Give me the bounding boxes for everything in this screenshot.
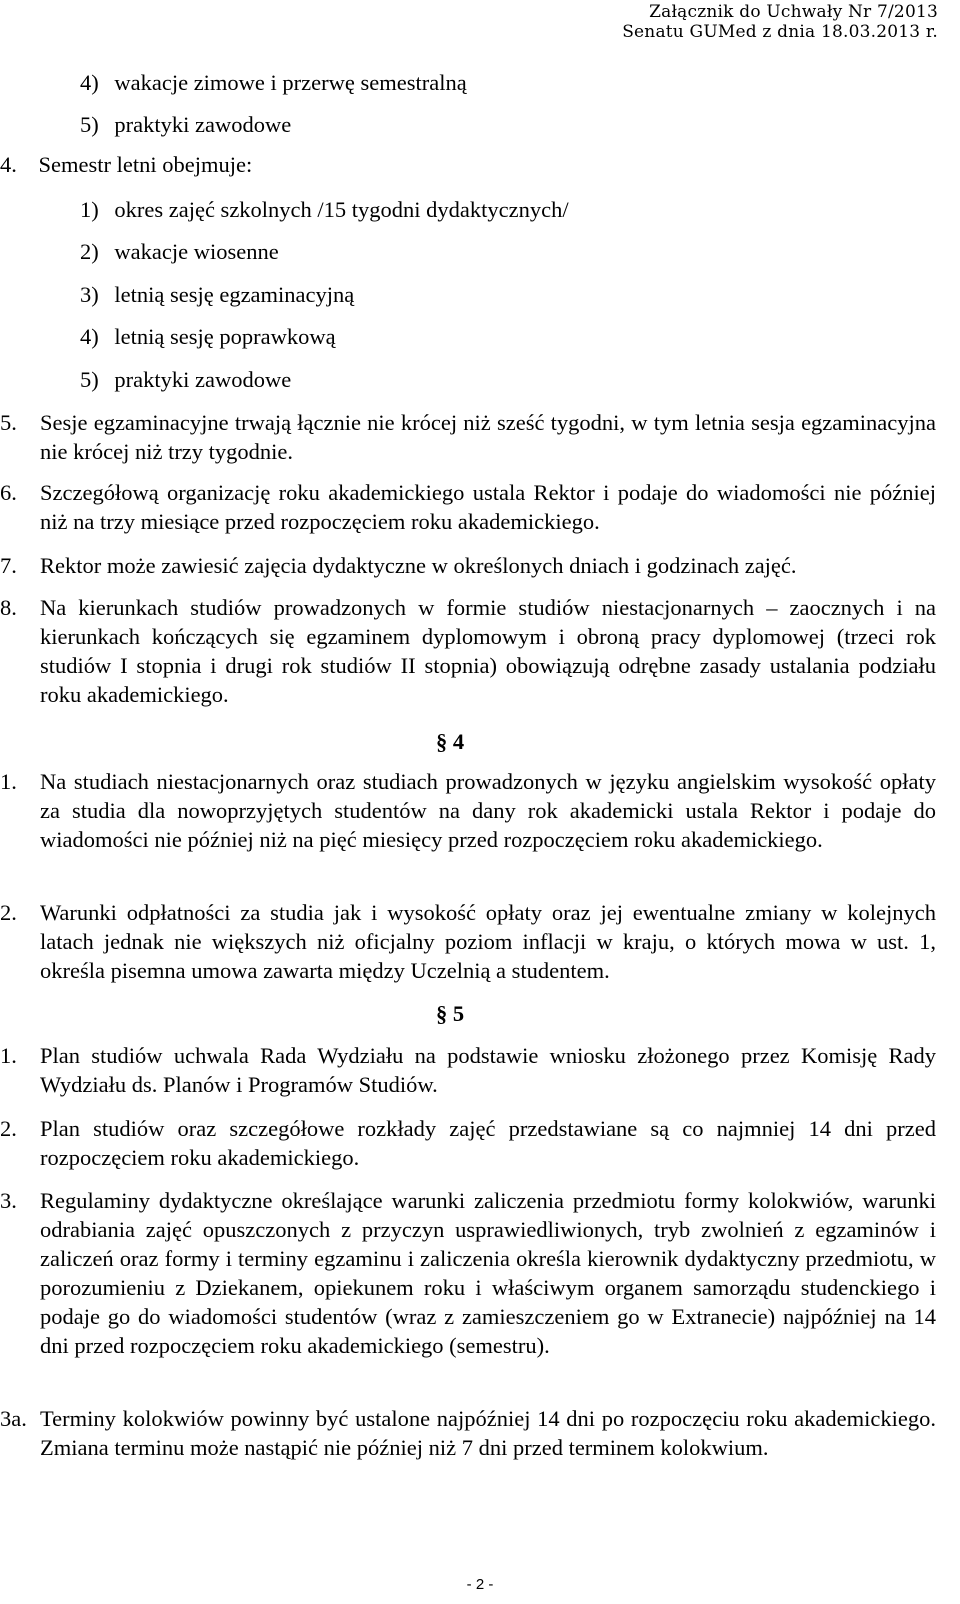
list-item-number: 5) [80, 367, 99, 392]
paragraph-text: Rektor może zawiesić zajęcia dydaktyczne w określonych dniach i godzinach zajęć. [40, 553, 797, 578]
paragraph-number: 4. [0, 152, 17, 177]
paragraph-text: Plan studiów oraz szczegółowe rozkłady zajęć przedstawiane są co najmniej 14 dni przed rozpoczęciem roku akademickiego. [40, 1116, 936, 1170]
paragraph-number: 2. [0, 1116, 17, 1141]
paragraph-text: Terminy kolokwiów powinny być ustalone najpóźniej 14 dni po rozpoczęciu roku akademickiego. Zmiana terminu może nastąpić nie później niż 7 dni przed terminem kolokwium. [40, 1406, 936, 1460]
list-item [80, 365, 291, 394]
paragraph-number: 3a. [0, 1406, 27, 1431]
paragraph-text: Szczegółową organizację roku akademickiego ustala Rektor i podaje do wiadomości nie później niż na trzy miesiące przed rozpoczęciem roku akademickiego. [40, 480, 936, 534]
list-item-text: okres zajęć szkolnych /15 tygodni dydaktycznych/ [114, 197, 569, 222]
paragraph-text: Regulaminy dydaktyczne określające warunki zaliczenia przedmiotu formy kolokwiów, warunki odrabiania zajęć opuszczonych z przyczyn usprawiedliwionych, tryb zwolnień z egzaminów i zaliczeń oraz formy i terminy egzaminu i zaliczenia określa kierownik dydaktyczny przedmiotu, w porozumieniu z Dziekanem, opiekunem roku i właściwym organem samorządu studenckiego i podaje go do wiadomości studentów (wraz z zamieszczeniem go w Extranecie) najpóźniej na 14 dni przed rozpoczęciem roku akademickiego (semestru). [40, 1188, 936, 1358]
list-item [80, 322, 336, 351]
paragraph-number: 6. [0, 480, 17, 505]
list-item-text: wakacje zimowe i przerwę semestralną [114, 70, 467, 95]
section-heading-5: § 5 [435, 1001, 465, 1026]
list-item-text: letnią sesję egzaminacyjną [114, 282, 355, 307]
page-number: - 2 - [466, 1576, 494, 1593]
list-item-number: 2) [80, 239, 99, 264]
paragraph-number: 3. [0, 1188, 17, 1213]
list-item-text: wakacje wiosenne [114, 239, 279, 264]
paragraph-number: 7. [0, 553, 17, 578]
header-senate-line: Senatu GUMed z dnia 18.03.2013 r. [622, 22, 938, 42]
list-item [80, 195, 569, 224]
section-heading-4: § 4 [435, 729, 465, 754]
list-item-text: praktyki zawodowe [114, 367, 292, 392]
paragraph-text: Warunki odpłatności za studia jak i wysokość opłaty oraz jej ewentualne zmiany w kolejnych latach jednak nie większych niż oficjalny poziom inflacji w kraju, o których mowa w ust. 1, określa pisemna umowa zawarta między Uczelnią a studentem. [40, 900, 936, 983]
paragraph-text: Sesje egzaminacyjne trwają łącznie nie krócej niż sześć tygodni, w tym letnia sesja egzaminacyjna nie krócej niż trzy tygodnie. [40, 410, 936, 464]
list-item [80, 237, 279, 266]
paragraph-text: Na studiach niestacjonarnych oraz studiach prowadzonych w języku angielskim wysokość opłaty za studia dla nowoprzyjętych studentów na dany rok akademicki ustala Rektor i podaje do wiadomości nie później niż na pięć miesięcy przed rozpoczęciem roku akademickiego. [40, 769, 936, 852]
document-header [622, 2, 938, 42]
header-attachment-line: Załącznik do Uchwały Nr 7/2013 [649, 2, 938, 22]
list-item-text: praktyki zawodowe [114, 112, 292, 137]
list-item-number: 5) [80, 112, 99, 137]
list-item-text: letnią sesję poprawkową [114, 324, 336, 349]
list-item-number: 3) [80, 282, 99, 307]
list-item-number: 4) [80, 70, 99, 95]
list-item [80, 110, 291, 139]
paragraph-number: 5. [0, 410, 17, 435]
paragraph-text: Na kierunkach studiów prowadzonych w formie studiów niestacjonarnych – zaocznych i na kierunkach kończących się egzaminem dyplomowym i obroną pracy dyplomowej (trzeci rok studiów I stopnia i drugi rok studiów II stopnia) obowiązują odrębne zasady ustalania podziału roku akademickiego. [40, 595, 936, 707]
paragraph-number: 2. [0, 900, 17, 925]
list-item [80, 68, 467, 97]
list-item-number: 1) [80, 197, 99, 222]
list-item-number: 4) [80, 324, 99, 349]
paragraph-number: 8. [0, 595, 17, 620]
list-item [80, 280, 354, 309]
paragraph-text: Semestr letni obejmuje: [38, 152, 253, 177]
paragraph-number: 1. [0, 769, 17, 794]
paragraph-item-4 [0, 150, 252, 179]
paragraph-text: Plan studiów uchwala Rada Wydziału na podstawie wniosku złożonego przez Komisję Rady Wydziału ds. Planów i Programów Studiów. [40, 1043, 936, 1097]
paragraph-number: 1. [0, 1043, 17, 1068]
